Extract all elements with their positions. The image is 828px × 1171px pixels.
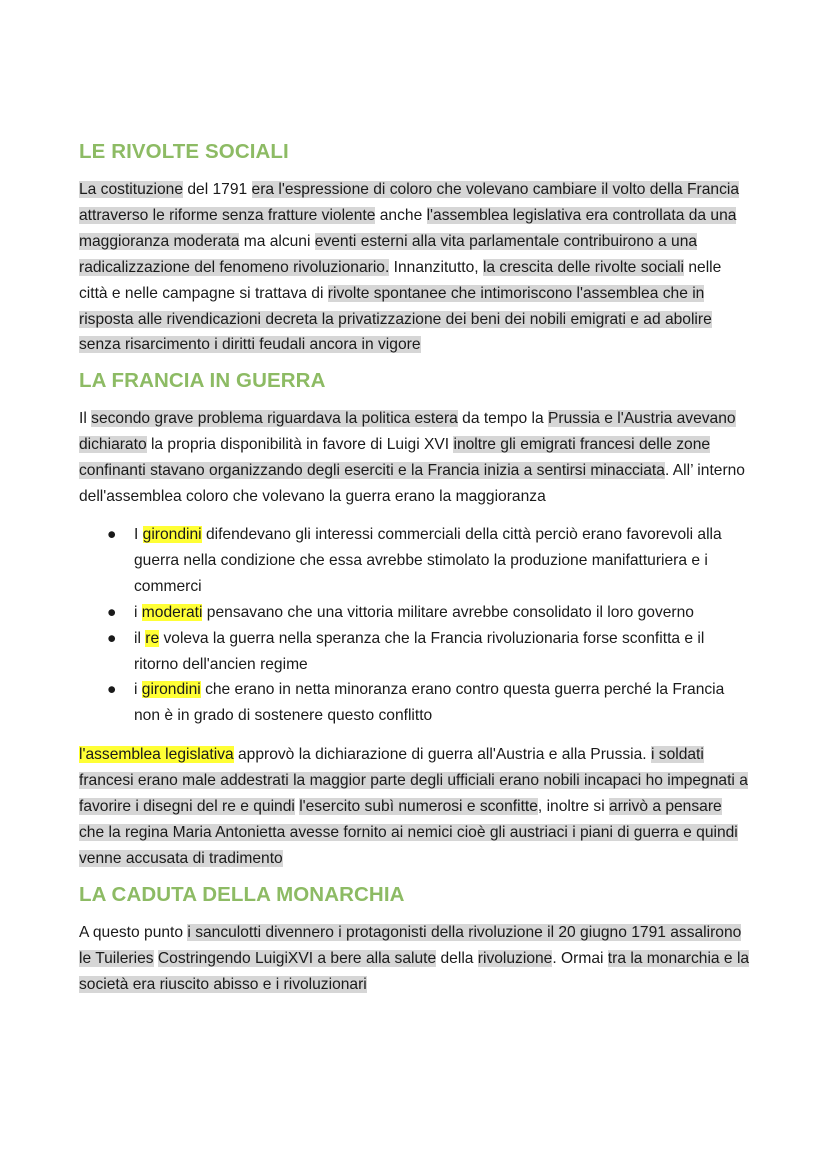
document-body — [79, 140, 751, 997]
highlight-gray: i soldati francesi erano male addestrati la maggior parte degli ufficiali erano nobili incapaci ho impegnati a favorire i disegni del re e quindi — [79, 746, 748, 816]
text-span: la propria disponibilità in favore di Luigi XVI — [146, 436, 454, 454]
highlight-gray: arrivò a pensare che la regina Maria Antonietta avesse fornito ai nemici cioè gli austriaci i piani di guerra e quindi venne accusata di tradimento — [79, 798, 738, 867]
bullet-icon: ● — [107, 681, 117, 699]
bullet-icon: ● — [107, 525, 117, 543]
highlight-gray: inoltre gli emigrati francesi delle zone confinanti stavano organizzando degli eserciti e la Francia inizia a sentirsi minacciata — [79, 436, 711, 480]
highlight-gray: Prussia e l'Austria avevano dichiarato — [79, 410, 736, 454]
highlight-yellow: girondini — [141, 681, 201, 699]
text-span: voleva la guerra nella speranza che la Francia rivoluzionaria forse sconfitta e il ritorno dell'ancien regime — [134, 629, 705, 673]
highlight-yellow: l'assemblea legislativa — [79, 746, 234, 764]
text-span: I — [134, 525, 143, 543]
list-item — [79, 522, 751, 600]
text-span: della — [436, 949, 478, 967]
text-span: A questo punto — [79, 923, 188, 941]
heading-caduta-monarchia: LA CADUTA DELLA MONARCHIA — [79, 882, 405, 906]
text-span: . All’ interno dell'assemblea coloro che volevano la guerra erano la maggioranza — [79, 462, 745, 506]
highlight-gray: rivolte spontanee che intimoriscono l'assemblea che in risposta alle rivendicazioni decreta la privatizzazione dei beni dei nobili emigrati e ad abolire senza risarcimento i diritti feudali ancora in vigore — [79, 284, 712, 354]
paragraph-guerra-esito — [79, 742, 751, 872]
list-item — [79, 600, 751, 626]
bullet-list — [79, 522, 751, 729]
highlight-gray: era l'espressione di coloro che volevano cambiare il volto della Francia attraverso le riforme senza fratture violente — [79, 181, 740, 224]
text-span: nelle città e nelle campagne si trattava di — [79, 258, 722, 302]
text-span: che erano in netta minoranza erano contro questa guerra perché la Francia non è in grado di sostenere questo conflitto — [134, 681, 725, 725]
highlight-yellow: girondini — [142, 525, 202, 543]
text-span: i — [134, 603, 142, 621]
highlight-yellow: re — [145, 629, 160, 647]
text-span: anche — [375, 206, 427, 224]
paragraph-rivolte-sociali — [79, 177, 751, 358]
highlight-gray: i sanculotti divennero i protagonisti della rivoluzione il 20 giugno 1791 assalirono le Tuileries — [79, 923, 742, 967]
text-span: pensavano che una vittoria militare avrebbe consolidato il loro governo — [202, 603, 694, 621]
text-span: del 1791 — [183, 181, 252, 198]
bullet-icon: ● — [107, 629, 117, 647]
highlight-gray: la crescita delle rivolte sociali — [482, 258, 685, 276]
text-span: . Ormai — [552, 949, 608, 967]
text-span: da tempo la — [457, 410, 548, 428]
highlight-gray: Costringendo LuigiXVI a bere alla salute — [157, 949, 437, 967]
highlight-gray: l'esercito subì numerosi e sconfitte — [299, 798, 538, 816]
list-item — [79, 677, 751, 729]
bullet-icon: ● — [107, 603, 117, 621]
highlight-yellow: moderati — [141, 603, 203, 621]
highlight-gray: l'assemblea legislativa era controllata da una maggioranza moderata — [79, 206, 737, 250]
text-span: approvò la dichiarazione di guerra all'Austria e alla Prussia. — [233, 746, 647, 764]
text-span: Il — [79, 410, 92, 428]
text-span: il — [134, 629, 146, 647]
highlight-gray: tra la monarchia e la società era riuscito abisso e i rivoluzionari — [79, 949, 750, 993]
text-span: difendevano gli interessi commerciali della città perciò erano favorevoli alla guerra nella condizione che essa avrebbe stimolato la produzione manifatturiera e i commerci — [134, 525, 722, 595]
text-span: , inoltre si — [537, 798, 609, 816]
highlight-gray: rivoluzione — [477, 949, 553, 967]
highlight-gray: eventi esterni alla vita parlamentale contribuirono a una radicalizzazione del fenomeno rivoluzionario. — [79, 232, 698, 276]
paragraph-caduta-monarchia — [79, 920, 751, 998]
heading-rivolte-sociali: LE RIVOLTE SOCIALI — [79, 140, 289, 163]
text-span: Innanzitutto, — [389, 258, 483, 276]
heading-francia-in-guerra: LA FRANCIA IN GUERRA — [79, 369, 326, 393]
list-item — [79, 626, 751, 678]
highlight-gray: La costituzione — [79, 181, 184, 198]
text-span: i — [134, 681, 142, 699]
text-span: ma alcuni — [239, 232, 315, 250]
highlight-gray: secondo grave problema riguardava la politica estera — [91, 410, 458, 428]
paragraph-francia-in-guerra — [79, 406, 751, 510]
